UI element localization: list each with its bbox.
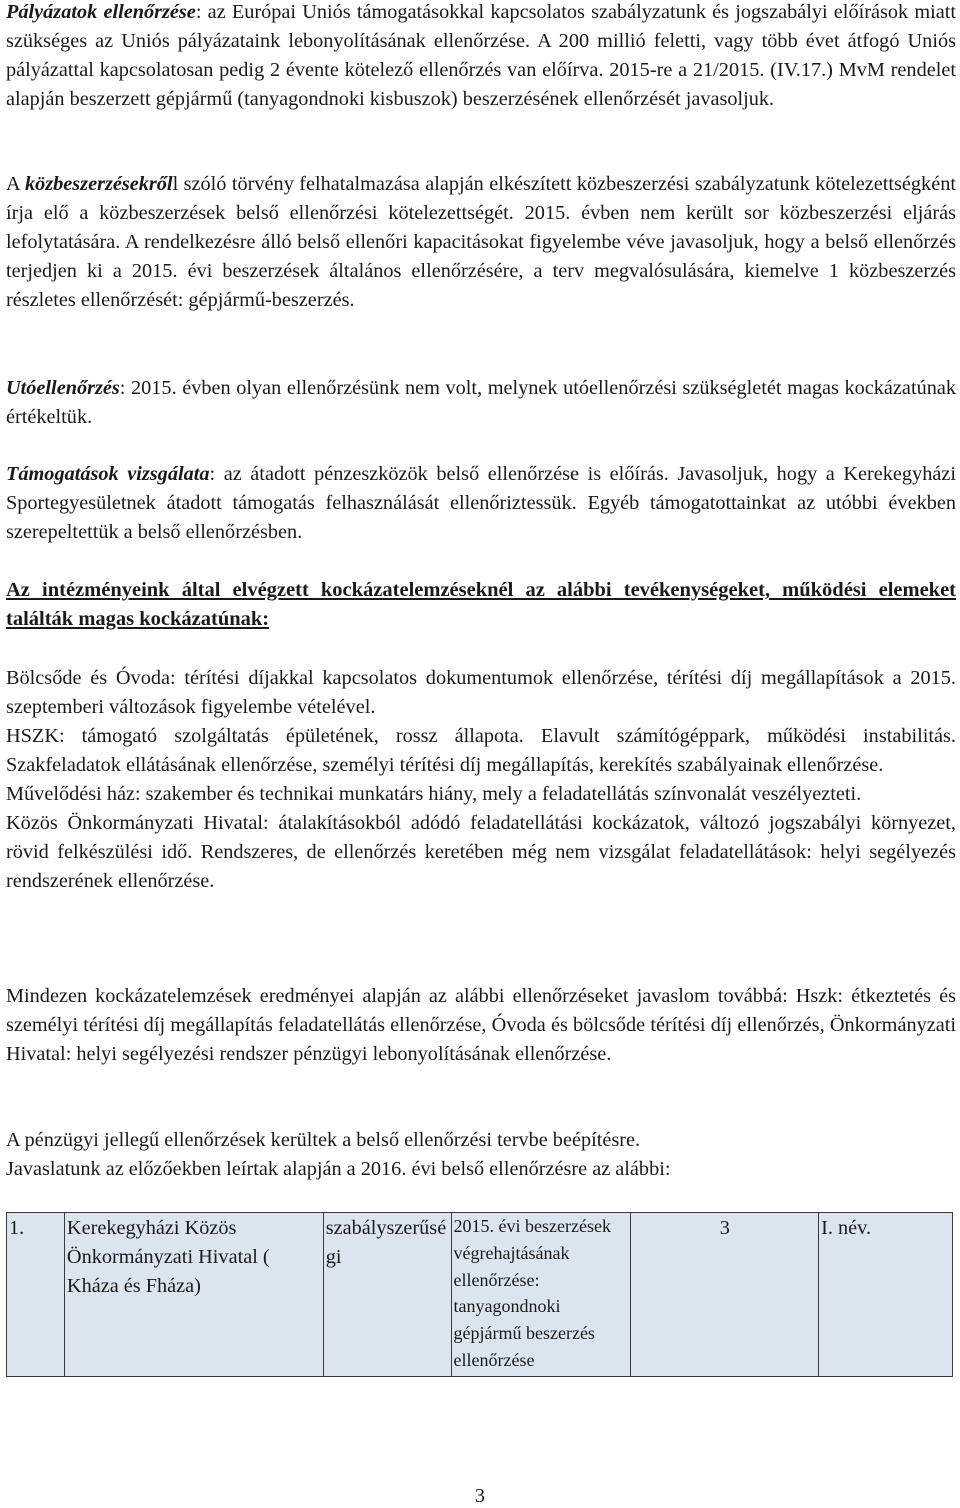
table-row bbox=[7, 1213, 953, 1377]
cell-period: I. név. bbox=[819, 1213, 953, 1377]
paragraph-body: : 2015. évben olyan ellenőrzésünk nem volt, melynek utóellenőrzési szükségletét magas kockázatúnak értékeltük. bbox=[6, 377, 956, 428]
paragraph-body: l szóló törvény felhatalmazása alapján elkészített közbeszerzési szabályzatunk kötelezettségként írja elő a közbeszerzések belső ellenőrzési kötelezettségét. 2015. évben nem került sor közbeszerzési eljárás lefolytatására. A rendelkezésre álló belső ellenőri kapacitásokat figyelembe véve javasoljuk, hogy a belső ellenőrzés terjedjen ki a 2015. évi beszerzések általános ellenőrzésére, a terv megvalósulására, kiemelve 1 közbeszerzés részletes ellenőrzését: gépjármű-beszerzés. bbox=[6, 173, 956, 311]
paragraph-tamogatasok bbox=[6, 460, 956, 547]
paragraph-lead: Pályázatok ellenőrzése bbox=[6, 1, 196, 23]
cell-audit-subject: 2015. évi beszerzések végrehajtásának ellenőrzése: tanyagondnoki gépjármű beszerzés ellenőrzése bbox=[451, 1213, 631, 1377]
paragraph-palyazatok bbox=[6, 0, 956, 114]
paragraph-lead: közbeszerzésekről bbox=[24, 173, 173, 195]
audit-plan-table bbox=[6, 1212, 953, 1377]
cell-audit-type: szabályszerűségi bbox=[323, 1213, 451, 1377]
paragraph-lead: Támogatások vizsgálata bbox=[6, 463, 210, 485]
section-heading: Az intézményeink által elvégzett kockázatelemzéseknél az alábbi tevékenységeket, működési elemeket találták magas kockázatúnak: bbox=[6, 579, 956, 630]
paragraph-terv-beepites: A pénzügyi jellegű ellenőrzések kerültek a belső ellenőrzési tervbe beépítésre. bbox=[6, 1129, 641, 1151]
cell-days: 3 bbox=[631, 1213, 819, 1377]
risk-item-muvelodesi-haz: Művelődési ház: szakember és technikai munkatárs hiány, mely a feladatellátás színvonalát veszélyezteti. bbox=[6, 783, 862, 805]
risk-item-hivatal: Közös Önkormányzati Hivatal: átalakításokból adódó feladatellátási kockázatok, változó jogszabályi környezet, rövid felkészülési idő. Rendszeres, de ellenőrzés keretében még nem vizsgálat feladatellátások: helyi segélyezés rendszerének ellenőrzése. bbox=[6, 812, 956, 892]
paragraph-utoellenorzes bbox=[6, 374, 956, 432]
paragraph-prefix: A bbox=[6, 173, 25, 195]
paragraph-kozbeszerzes bbox=[6, 170, 956, 315]
risk-list bbox=[6, 664, 956, 896]
paragraph-lead: Utóellenőrzés bbox=[6, 377, 120, 399]
paragraph-javaslat: Mindezen kockázatelemzések eredményei alapján az alábbi ellenőrzéseket javaslom továbbá: Hszk: étkeztetés és személyi térítési díj megállapítás feladatellátás ellenőrzése, Óvoda és bölcsőde térítési díj ellenőrzés, Önkormányzati Hivatal: helyi segélyezési rendszer pénzügyi lebonyolításának ellenőrzése. bbox=[6, 985, 956, 1065]
page-number: 3 bbox=[474, 1485, 486, 1507]
risk-item-hszk: HSZK: támogató szolgáltatás épületének, rossz állapota. Elavult számítógéppark, működési instabilitás. Szakfeladatok ellátásának ellenőrzése, személyi térítési díj megállapítás, kerekítés szabályainak ellenőrzése. bbox=[6, 725, 956, 776]
risk-item-bolcsode: Bölcsőde és Óvoda: térítési díjakkal kapcsolatos dokumentumok ellenőrzése, térítési díj megállapítások a 2015. szeptemberi változások figyelembe vételével. bbox=[6, 667, 956, 718]
paragraph-body: : az átadott pénzeszközök belső ellenőrzése is előírás. Javasoljuk, hogy a Kerekegyházi Sportegyesületnek átadott támogatás felhasználását ellenőriztessük. Egyéb támogatottainkat az utóbbi években szerepeltettük a belső ellenőrzésben. bbox=[6, 463, 956, 543]
cell-number: 1. bbox=[7, 1213, 65, 1377]
paragraph-body: : az Európai Uniós támogatásokkal kapcsolatos szabályzatunk és jogszabályi előírások miatt szükséges az Uniós pályázataink lebonyolításának ellenőrzése. A 200 millió feletti, vagy több évet átfogó Uniós pályázattal kapcsolatosan pedig 2 évente kötelező ellenőrzés van előírva. 2015-re a 21/2015. (IV.17.) MvM rendelet alapján beszerzett gépjármű (tanyagondnoki kisbuszok) beszerzésének ellenőrzését javasoljuk. bbox=[6, 1, 957, 110]
paragraph-javaslatunk: Javaslatunk az előzőekben leírtak alapján a 2016. évi belső ellenőrzésre az alábbi: bbox=[6, 1158, 671, 1180]
cell-organization: Kerekegyházi Közös Önkormányzati Hivatal ( Kháza és Fháza) bbox=[64, 1213, 323, 1377]
